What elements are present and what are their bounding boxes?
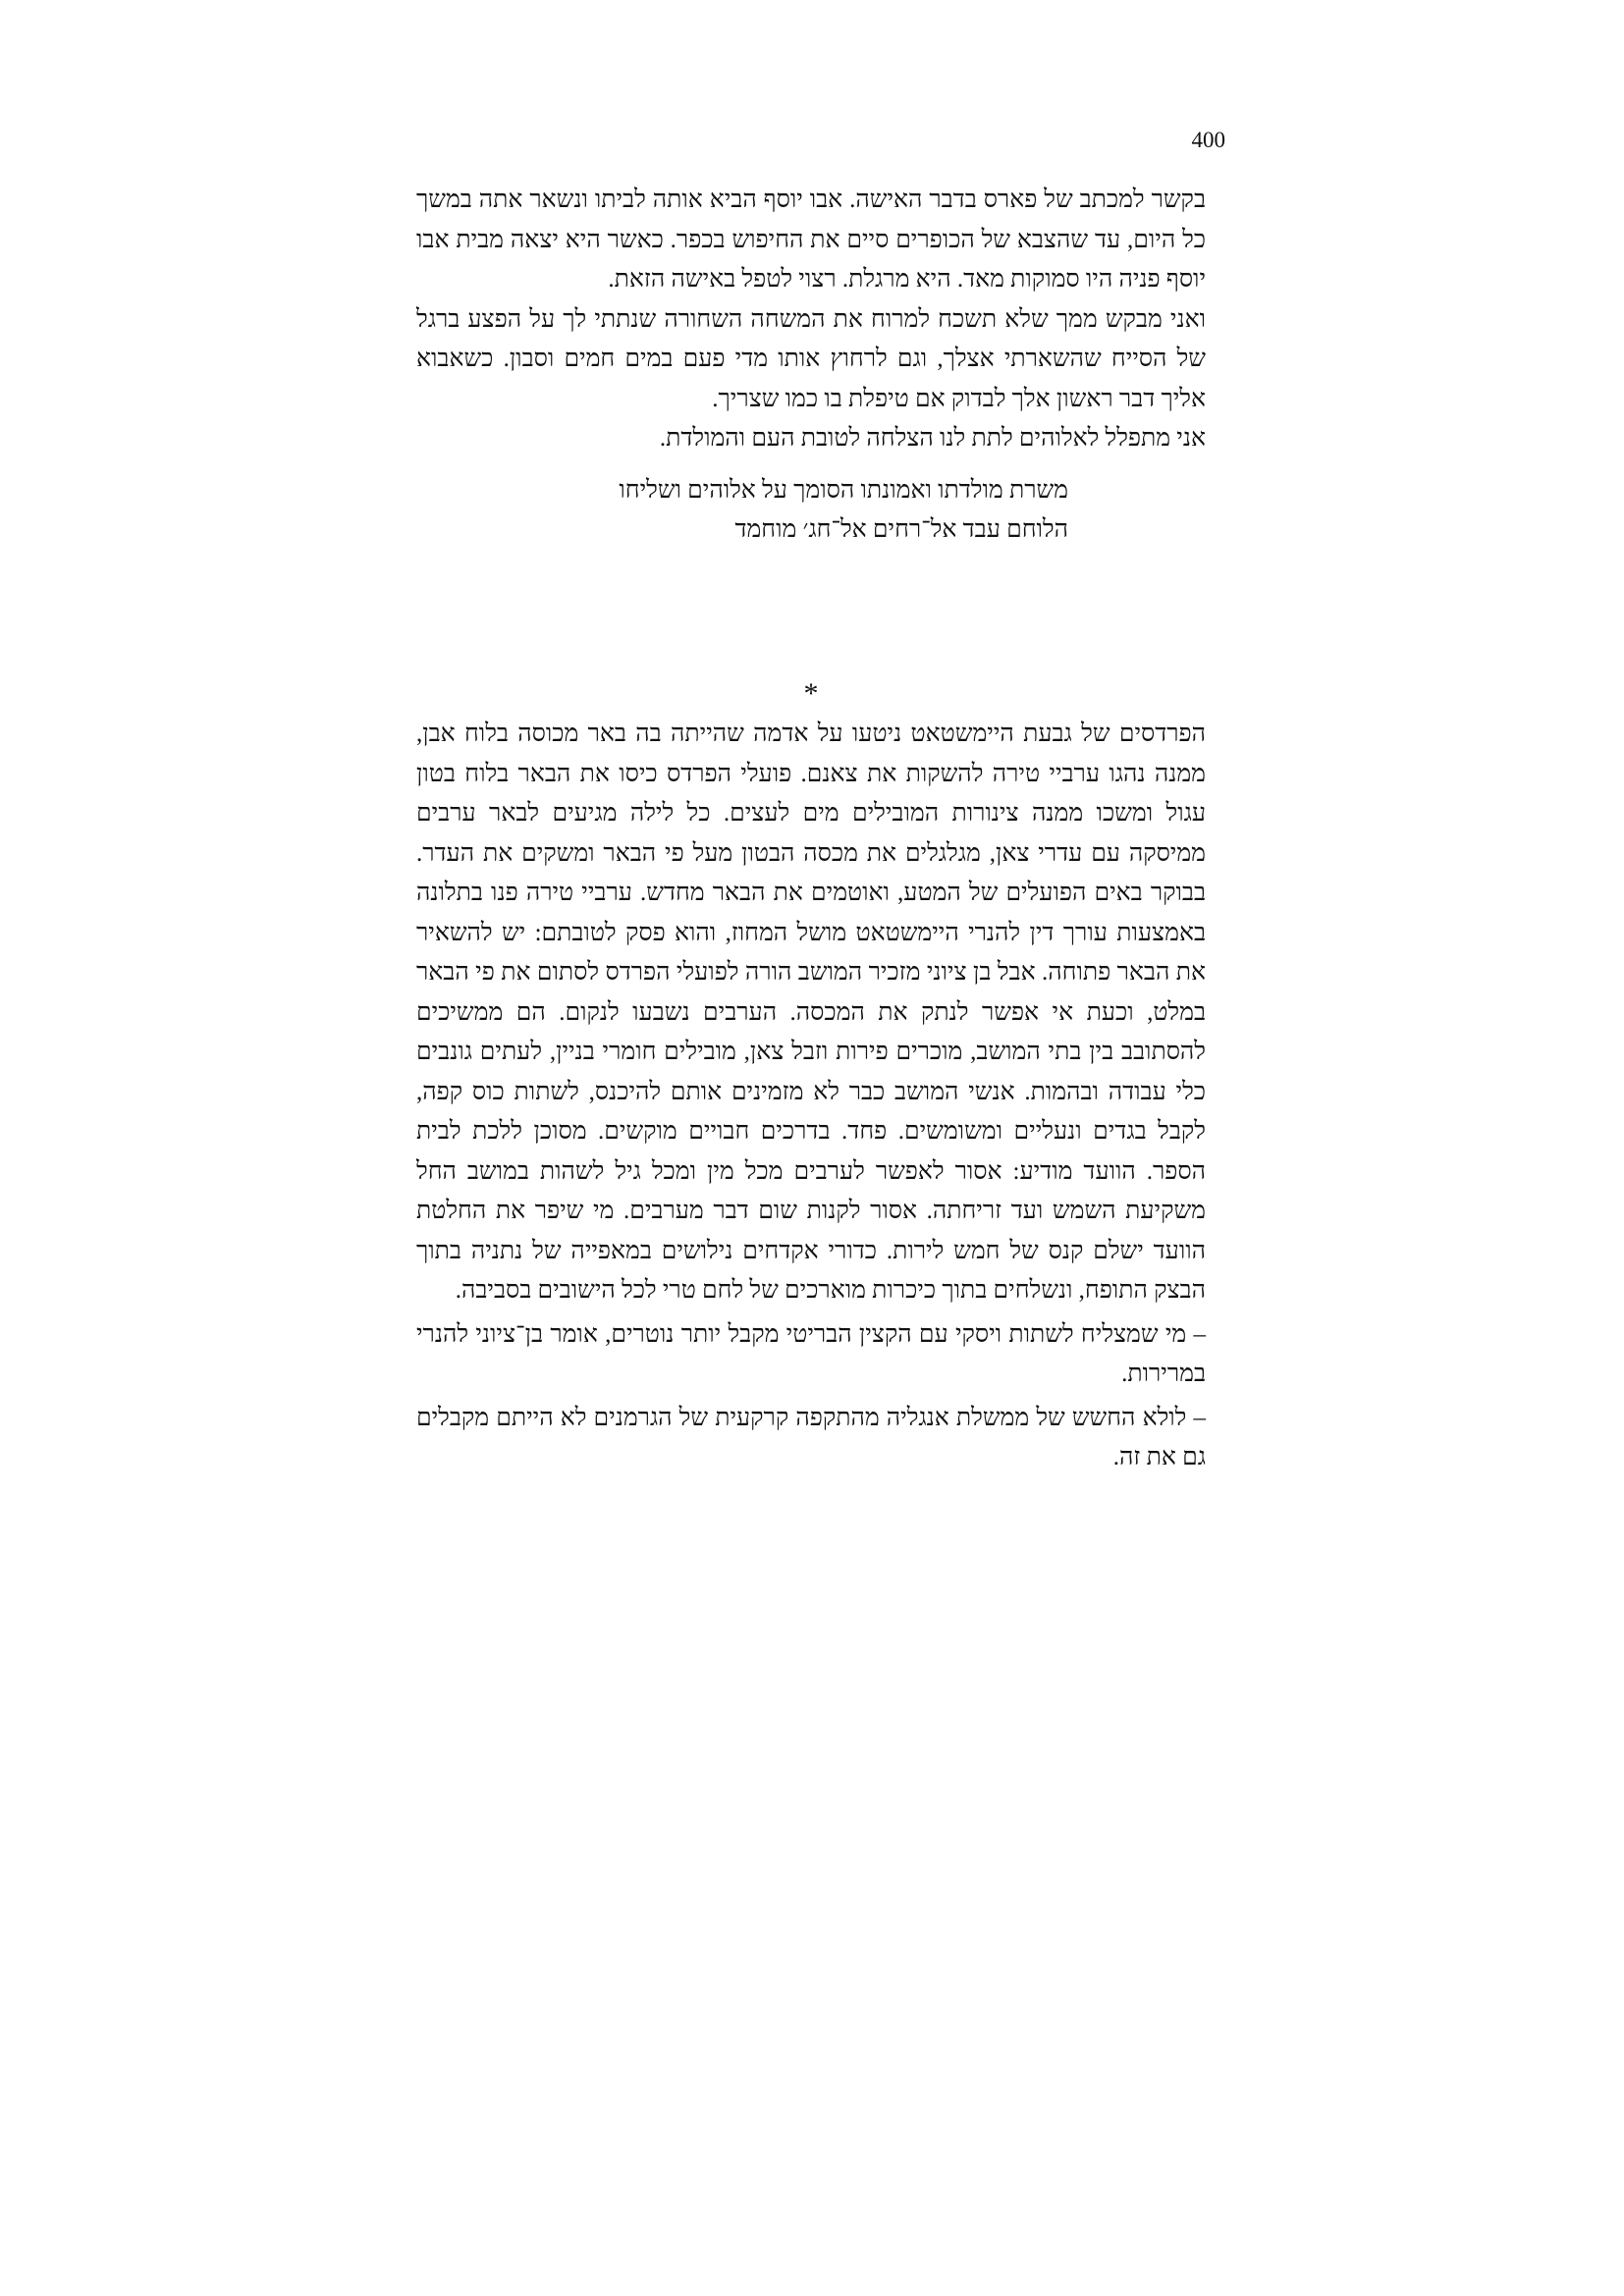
dialogue-line: – מי שמצליח לשתות ויסקי עם הקצין הבריטי מקבל יותר נוטרים, אומר בן־ציוני להנרי במרירות. xyxy=(416,1320,1206,1387)
letter-paragraph: בקשר למכתב של פארס בדבר האישה. אבו יוסף הביא אותה לביתו ונשאר אתה במשך כל היום, עד שהצבא של הכופרים סיים את החיפוש בכפר. כאשר היא יצאה מבית אבו יוסף פניה היו סמוקות מאד. היא מרגלת. רצוי לטפל באישה הזאת. xyxy=(416,187,1206,293)
letter-closing: אני מתפלל לאלוהים לתת לנו הצלחה לטובת העם והמולדת. xyxy=(659,425,1206,452)
letter-signature xyxy=(416,471,1206,551)
dialogue-line: – לולא החשש של ממשלת אנגליה מהתקפה קרקעית של הגרמנים לא הייתם מקבלים גם את זה. xyxy=(416,1404,1206,1470)
signature-line: משרת מולדתו ואמונתו הסומך על אלוהים ושליחו xyxy=(619,476,1068,504)
story-paragraph: הפרדסים של גבעת היימשטאט ניטעו על אדמה שהייתה בה באר מכוסה בלוח אבן, ממנה נהגו ערביי טירה להשקות את צאנם. פועלי הפרדס כיסו את הבאר בלוח בטון עגול ומשכו ממנה צינורות המובילים מים לעצים. כל לילה מגיעים לבאר ערבים ממיסקה עם עדרי צאן, מגלגלים את מכסה הבטון מעל פי הבאר ומשקים את העדר. בבוקר באים הפועלים של המטע, ואוטמים את הבאר מחדש. ערביי טירה פנו בתלונה באמצעות עורך דין להנרי היימשטאט מושל המחוז, והוא פסק לטובתם: יש להשאיר את הבאר פתוחה. אבל בן ציוני מזכיר המושב הורה לפועלי הפרדס לסתום את פי הבאר במלט, וכעת אי אפשר לנתק את המכסה. הערבים נשבעו לנקום. הם ממשיכים להסתובב בין בתי המושב, מוכרים פירות וזבל צאן, מובילים חומרי בניין, לעתים גונבים כלי עבודה ובהמות. אנשי המושב כבר לא מזמינים אותם להיכנס, לשתות כוס קפה, לקבל בגדים ונעליים ומשומשים. פחד. בדרכים חבויים מוקשים. מסוכן ללכת לבית הספר. הוועד מודיע: אסור לאפשר לערבים מכל מין ומכל גיל לשהות במושב החל משקיעת השמש ועד זריחתה. אסור לקנות שום דבר מערבים. מי שיפר את החלטת הוועד ישלם קנס של חמש לירות. כדורי אקדחים נילושים במאפייה של נתניה בתוך הבצק התופח, ונשלחים בתוך כיכרות מוארכים של לחם טרי לכל הישובים בסביבה. xyxy=(416,721,1206,1304)
story-text xyxy=(416,715,1206,1478)
page-number: 400 xyxy=(1191,128,1225,152)
signature-line: הלוחם עבד אל־רחים אל־חג׳ מוחמד xyxy=(734,516,1068,543)
letter xyxy=(416,181,1206,551)
letter-paragraph: ואני מבקש ממך שלא תשכח למרוח את המשחה השחורה שנתתי לך על הפצע ברגל של הסייח שהשארתי אצלך, וגם לרחוץ אותו מדי פעם במים חמים וסבון. כשאבוא אליך דבר ראשון אלך לבדוק אם טיפלת בו כמו שצריך. xyxy=(416,305,1206,412)
section-separator: * xyxy=(803,677,819,710)
